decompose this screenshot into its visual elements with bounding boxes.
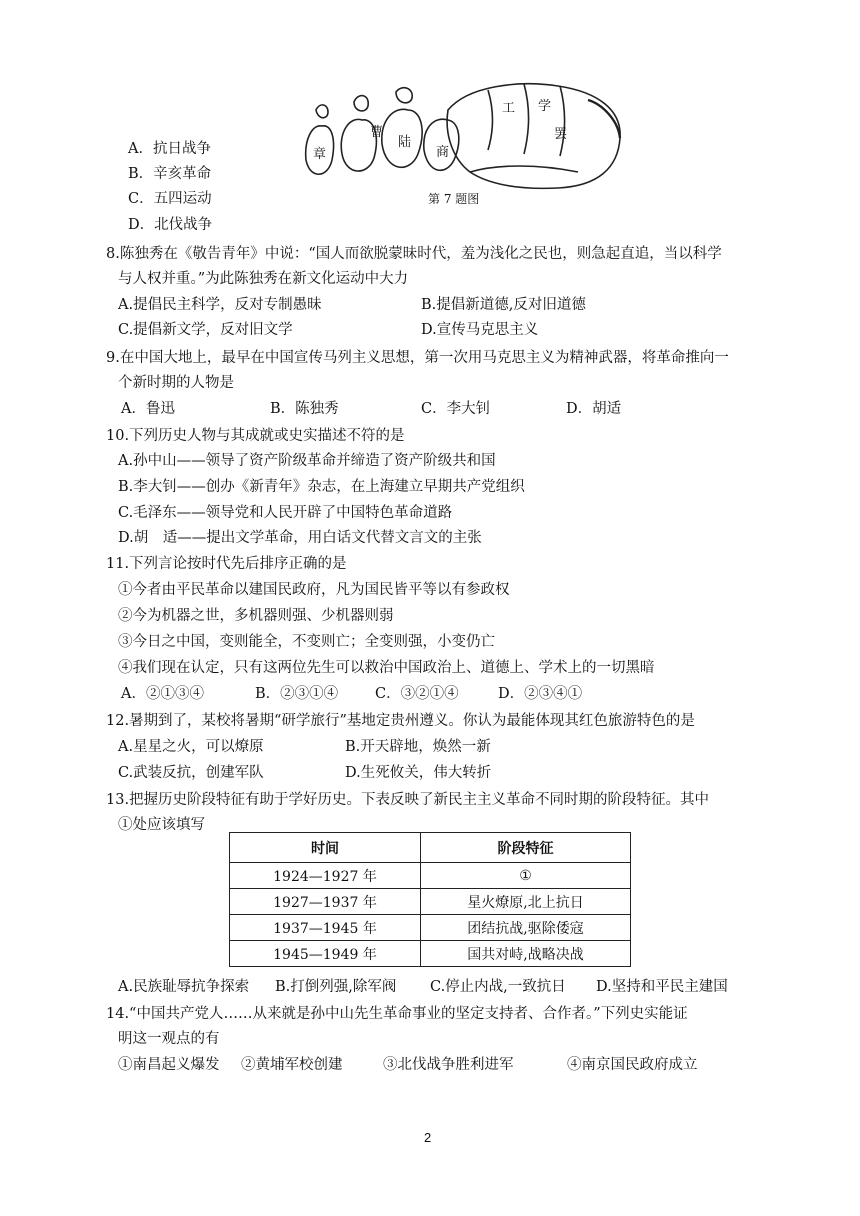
q9-stem-line2: 个新时期的人物是 bbox=[118, 375, 234, 391]
q10-option-d: D.胡 适——提出文学革命，用白话文代替文言文的主张 bbox=[118, 530, 482, 546]
table-row bbox=[230, 863, 631, 889]
q13-option-b: B.打倒列强,除军阀 bbox=[275, 979, 397, 995]
q7-option-b: B．辛亥革命 bbox=[128, 166, 212, 182]
q14-item-4: ④南京国民政府成立 bbox=[567, 1057, 698, 1073]
q10-option-b: B.李大钊——创办《新青年》杂志，在上海建立早期共产党组织 bbox=[118, 479, 525, 495]
q13-stem-line2: ①处应该填写 bbox=[118, 817, 205, 833]
page-number: 2 bbox=[424, 1130, 432, 1145]
q7-option-d: D．北伐战争 bbox=[128, 217, 213, 233]
svg-text:工: 工 bbox=[502, 101, 516, 116]
q9-stem-line1: 9.在中国大地上，最早在中国宣传马列主义思想，第一次用马克思主义为精神武器，将革命推向一 bbox=[106, 350, 729, 366]
q8-option-d: D.宣传马克思主义 bbox=[421, 322, 539, 338]
svg-text:商: 商 bbox=[436, 145, 450, 160]
q11-stem: 11.下列言论按时代先后排序正确的是 bbox=[106, 556, 347, 572]
q8-stem-line1: 8.陈独秀在《敬告青年》中说：“国人而欲脱蒙昧时代，羞为浅化之民也，则急起直追，当以科学 bbox=[106, 246, 722, 262]
q12-option-c: C.武装反抗，创建军队 bbox=[118, 765, 264, 781]
q14-item-3: ③北伐战争胜利进军 bbox=[383, 1057, 514, 1073]
table-cell-time: 1945—1949 年 bbox=[230, 941, 421, 967]
q12-option-a: A.星星之火，可以燎原 bbox=[118, 739, 264, 755]
q10-option-c: C.毛泽东——领导党和人民开辟了中国特色革命道路 bbox=[118, 505, 453, 521]
q13-option-c: C.停止内战,一致抗日 bbox=[430, 979, 566, 995]
table-cell-time: 1927—1937 年 bbox=[230, 889, 421, 915]
table-header-feature: 阶段特征 bbox=[421, 833, 631, 863]
table-cell-time: 1924—1927 年 bbox=[230, 863, 421, 889]
q9-option-a: A．鲁迅 bbox=[121, 401, 175, 417]
q13-option-d: D.坚持和平民主建国 bbox=[596, 979, 728, 995]
svg-text:曹: 曹 bbox=[370, 125, 384, 140]
q8-option-c: C.提倡新文学，反对旧文学 bbox=[118, 322, 293, 338]
q8-option-a: A.提倡民主科学，反对专制愚昧 bbox=[118, 297, 322, 313]
q11-item-3: ③今日之中国，变则能全，不变则亡；全变则强，小变仍亡 bbox=[118, 634, 495, 650]
q9-option-c: C．李大钊 bbox=[421, 401, 491, 417]
table-header-row bbox=[230, 833, 631, 863]
q10-stem: 10.下列历史人物与其成就或史实描述不符的是 bbox=[106, 428, 405, 444]
q14-item-1: ①南昌起义爆发 bbox=[118, 1057, 220, 1073]
q11-option-a: A．②①③④ bbox=[121, 686, 204, 702]
svg-text:章: 章 bbox=[313, 147, 327, 162]
q11-item-2: ②今为机器之世，多机器则强、少机器则弱 bbox=[118, 608, 394, 624]
q12-option-d: D.生死攸关，伟大转折 bbox=[345, 765, 492, 781]
q12-stem: 12.暑期到了，某校将暑期“研学旅行”基地定贵州遵义。你认为最能体现其红色旅游特色的是 bbox=[106, 713, 695, 729]
q7-option-c: C．五四运动 bbox=[128, 191, 212, 207]
table-cell-feature: 团结抗战,驱除倭寇 bbox=[421, 915, 631, 941]
q14-stem-line2: 明这一观点的有 bbox=[118, 1031, 220, 1047]
q9-option-d: D．胡适 bbox=[566, 401, 622, 417]
q7-figure-caption: 第 7 题图 bbox=[428, 192, 480, 206]
table-row bbox=[230, 941, 631, 967]
q8-option-b: B.提倡新道德,反对旧道德 bbox=[421, 297, 586, 313]
q14-item-2: ②黄埔军校创建 bbox=[241, 1057, 343, 1073]
table-row bbox=[230, 889, 631, 915]
q13-stem-line1: 13.把握历史阶段特征有助于学好历史。下表反映了新民主主义革命不同时期的阶段特征。其中 bbox=[106, 792, 710, 808]
q14-stem-line1: 14.“中国共产党人……从来就是孙中山先生革命事业的坚定支持者、合作者。”下列史实能证 bbox=[106, 1006, 688, 1022]
table-cell-feature: ① bbox=[421, 863, 631, 889]
q9-option-b: B．陈独秀 bbox=[270, 401, 339, 417]
q7-cartoon-image bbox=[298, 80, 624, 192]
q8-stem-line2: 与人权并重。”为此陈独秀在新文化运动中大力 bbox=[118, 271, 409, 287]
q11-option-b: B．②③①④ bbox=[255, 686, 339, 702]
q13-option-a: A.民族耻辱抗争探索 bbox=[118, 979, 250, 995]
q10-option-a: A.孙中山——领导了资产阶级革命并缔造了资产阶级共和国 bbox=[118, 453, 496, 469]
q11-item-4: ④我们现在认定，只有这两位先生可以救治中国政治上、道德上、学术上的一切黑暗 bbox=[118, 660, 655, 676]
table-cell-feature: 国共对峙,战略决战 bbox=[421, 941, 631, 967]
q7-option-a: A．抗日战争 bbox=[128, 141, 211, 157]
table-cell-feature: 星火燎原,北上抗日 bbox=[421, 889, 631, 915]
svg-text:陆: 陆 bbox=[398, 135, 412, 150]
q11-option-c: C．③②①④ bbox=[375, 686, 459, 702]
q11-item-1: ①今者由平民革命以建国民政府，凡为国民皆平等以有参政权 bbox=[118, 582, 510, 598]
table-cell-time: 1937—1945 年 bbox=[230, 915, 421, 941]
table-row bbox=[230, 915, 631, 941]
table-header-time: 时间 bbox=[230, 833, 421, 863]
q11-option-d: D．②③④① bbox=[498, 686, 583, 702]
q12-option-b: B.开天辟地，焕然一新 bbox=[345, 739, 491, 755]
q13-stage-table bbox=[229, 832, 631, 967]
svg-text:罢: 罢 bbox=[554, 127, 568, 142]
svg-text:学: 学 bbox=[538, 99, 552, 114]
